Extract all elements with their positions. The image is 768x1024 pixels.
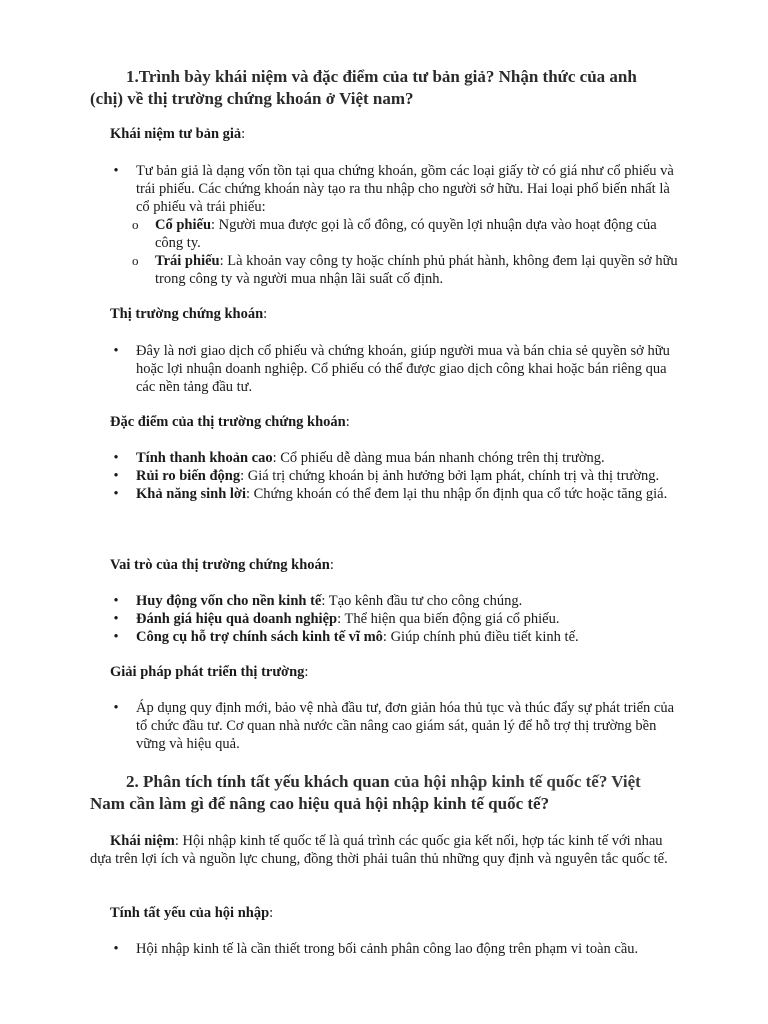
- list-item-text: Tư bản giả là dạng vốn tồn tại qua chứng khoán, gồm các loại giấy tờ có giá như cổ phiếu và trái phiếu. Các chứng khoán này tạo ra thu nhập cho người sở hữu. Hai loại phổ biến nhất là cổ phiếu và trái phiếu:: [136, 163, 674, 215]
- bullet-icon: •: [113, 163, 119, 179]
- section-title-vai-tro: [110, 556, 334, 574]
- section-title-text: Vai trò của thị trường chứng khoán: [110, 557, 330, 573]
- term-khai-niem: Khái niệm: [110, 833, 175, 849]
- list-item-text: Áp dụng quy định mới, bảo vệ nhà đầu tư, đơn giản hóa thủ tục và thúc đẩy sự phát triển của tổ chức đầu tư. Cơ quan nhà nước cần nâng cao giám sát, quản lý để hỗ trợ thị trường bền vững và hiệu quả.: [136, 700, 675, 752]
- list-item: [110, 610, 682, 628]
- term-huy-dong-von: Huy động vốn cho nền kinh tế: [136, 593, 322, 609]
- question-2-heading: [90, 771, 690, 815]
- colon: :: [241, 126, 246, 142]
- section-title-text: Tính tất yếu của hội nhập: [110, 905, 270, 921]
- list-item: [110, 592, 682, 610]
- sub-list-item: [110, 252, 682, 288]
- sub-list-item-text: : Người mua được gọi là cổ đông, có quyền lợi nhuận dựa vào hoạt động của công ty.: [155, 217, 657, 251]
- question-1-heading-line-2: (chị) về thị trường chứng khoán ở Việt nam?: [90, 89, 414, 108]
- list-vai-tro: [110, 592, 682, 646]
- term-sinh-loi: Khả năng sinh lời: [136, 486, 246, 502]
- term-rui-ro: Rủi ro biến động: [136, 468, 241, 484]
- question-2-heading-part-2: của hội nhập kinh tế quốc tế? Việt: [389, 772, 641, 791]
- list-thi-truong: [110, 342, 682, 396]
- section-title-dac-diem: [110, 413, 350, 431]
- list-dac-diem: [110, 449, 682, 503]
- list-khai-niem: [110, 162, 682, 288]
- list-item: [110, 628, 682, 646]
- section-title-tinh-tat-yeu: [110, 904, 273, 922]
- colon: :: [345, 414, 350, 430]
- list-item: [110, 162, 682, 288]
- colon: :: [263, 306, 268, 322]
- bullet-icon: •: [113, 629, 119, 645]
- list-item-text: : Giá trị chứng khoán bị ảnh hưởng bởi lạm phát, chính trị và thị trường.: [240, 468, 660, 484]
- list-giai-phap: [110, 699, 682, 753]
- list-item-text: : Giúp chính phủ điều tiết kinh tế.: [382, 629, 579, 645]
- bullet-icon: •: [113, 700, 119, 716]
- section-title-text: Giải pháp phát triển thị trường: [110, 664, 305, 680]
- question-1-heading-line-1: 1.Trình bày khái niệm và đặc điểm của tư bản giả? Nhận thức của anh: [126, 67, 637, 86]
- question-2-heading-part-1: 2. Phân tích tính tất yếu khách quan: [126, 772, 390, 791]
- section-title-giai-phap: [110, 663, 308, 681]
- bullet-icon: •: [113, 611, 119, 627]
- term-co-phieu: Cổ phiếu: [155, 217, 212, 233]
- list-item-text: : Chứng khoán có thể đem lại thu nhập ổn định qua cổ tức hoặc tăng giá.: [245, 486, 668, 502]
- term-cong-cu: Công cụ hỗ trợ chính sách kinh tế vĩ mô: [136, 629, 383, 645]
- list-item-text: : Cổ phiếu dễ dàng mua bán nhanh chóng trên thị trường.: [272, 450, 605, 466]
- section-title-text: Đặc điểm của thị trường chứng khoán: [110, 414, 346, 430]
- circle-bullet-icon: o: [132, 217, 139, 232]
- list-item-text: Đây là nơi giao dịch cổ phiếu và chứng khoán, giúp người mua và bán chia sẻ quyền sở hữu hoặc lợi nhuận doanh nghiệp. Cổ phiếu có thể được giao dịch công khai hoặc bán riêng qua các nền tảng đầu tư.: [136, 343, 670, 395]
- list-item: [110, 342, 682, 396]
- colon: :: [269, 905, 274, 921]
- sub-list: [110, 216, 682, 288]
- list-item: [110, 467, 682, 485]
- section-title-khai-niem: [110, 125, 245, 143]
- bullet-icon: •: [113, 486, 119, 502]
- term-danh-gia: Đánh giá hiệu quả doanh nghiệp: [136, 611, 338, 627]
- sub-list-item: [110, 216, 682, 252]
- section-title-text: Khái niệm tư bản giả: [110, 126, 242, 142]
- list-item-text: : Tạo kênh đầu tư cho công chúng.: [321, 593, 523, 609]
- sub-list-item-text: : Là khoản vay công ty hoặc chính phủ phát hành, không đem lại quyền sở hữu trong công ty và người mua nhận lãi suất cố định.: [155, 253, 678, 287]
- list-item: [110, 449, 682, 467]
- bullet-icon: •: [113, 450, 119, 466]
- circle-bullet-icon: o: [132, 253, 139, 268]
- list-item: [110, 940, 682, 958]
- list-item: [110, 485, 682, 503]
- colon: :: [304, 664, 309, 680]
- section-title-thi-truong: [110, 305, 267, 323]
- colon: :: [329, 557, 334, 573]
- list-item-text: Hội nhập kinh tế là cần thiết trong bối cảnh phân công lao động trên phạm vi toàn cầu.: [136, 941, 639, 957]
- question-1-heading: [90, 66, 690, 110]
- bullet-icon: •: [113, 343, 119, 359]
- bullet-icon: •: [113, 941, 119, 957]
- section-title-text: Thị trường chứng khoán: [110, 306, 264, 322]
- bullet-icon: •: [113, 468, 119, 484]
- bullet-icon: •: [113, 593, 119, 609]
- list-item: [110, 699, 682, 753]
- list-tinh-tat-yeu: [110, 940, 682, 958]
- paragraph-khai-niem-hoi-nhap: [90, 832, 682, 868]
- term-trai-phieu: Trái phiếu: [155, 253, 220, 269]
- paragraph-text: : Hội nhập kinh tế quốc tế là quá trình các quốc gia kết nối, hợp tác kinh tế với nhau dựa trên lợi ích và nguồn lực chung, đồng thời phải tuân thủ những quy định và nguyên tắc quốc tế.: [90, 833, 668, 867]
- list-item-text: : Thể hiện qua biến động giá cổ phiếu.: [337, 611, 560, 627]
- question-2-heading-line-2: Nam cần làm gì để nâng cao hiệu quả hội nhập kinh tế quốc tế?: [90, 794, 550, 813]
- term-thanh-khoan: Tính thanh khoản cao: [136, 450, 273, 466]
